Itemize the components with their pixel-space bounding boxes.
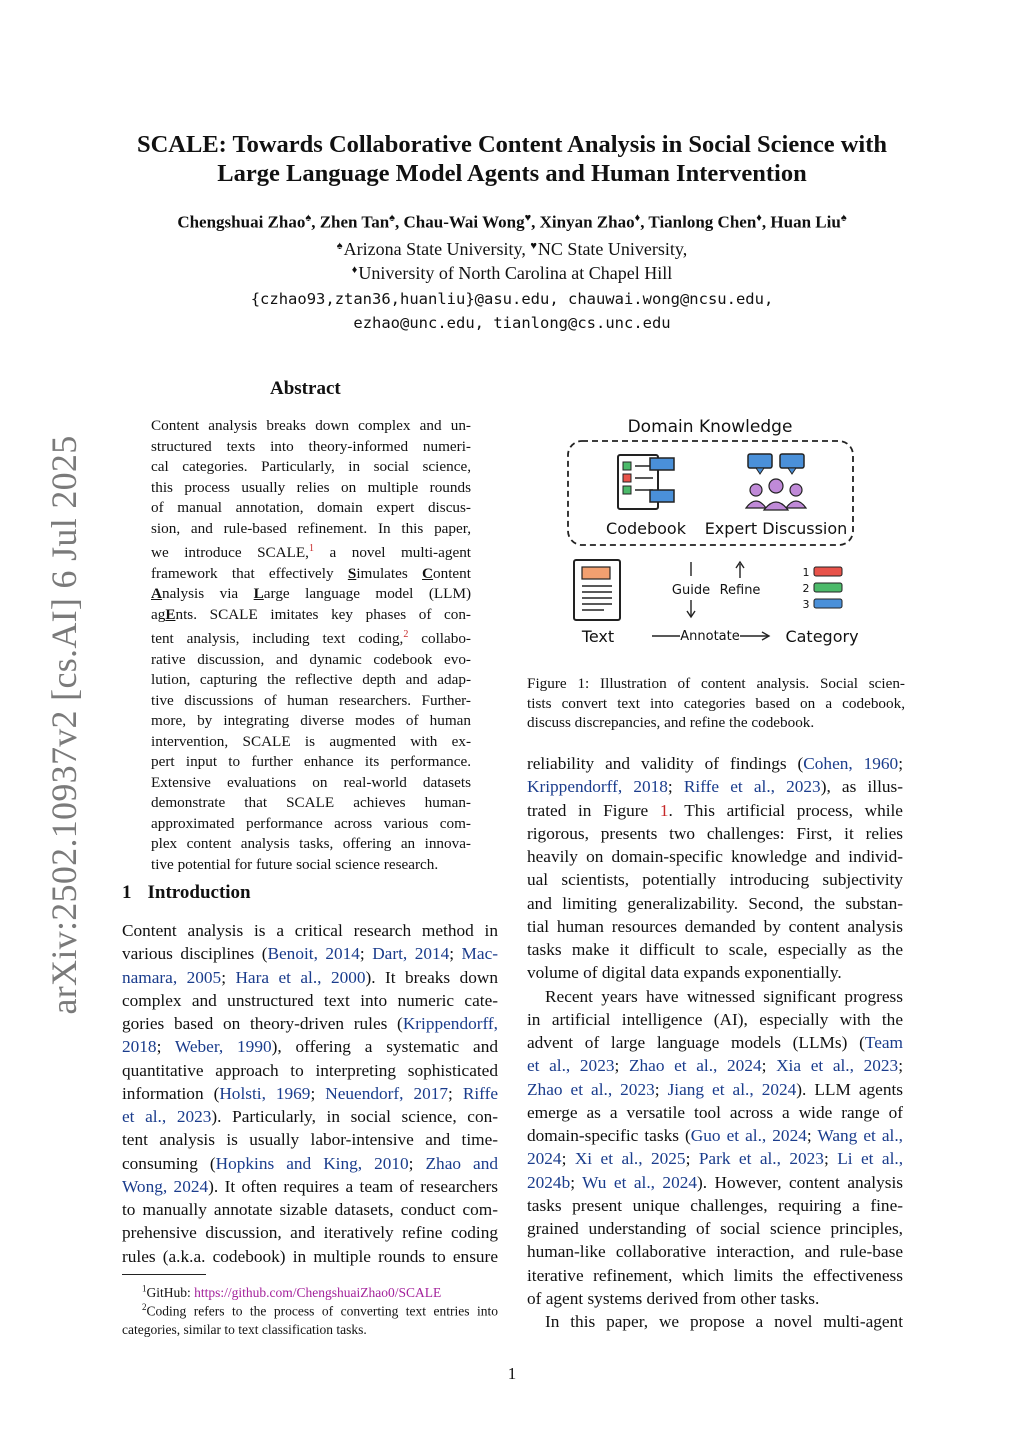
citation-link[interactable]: Mac- — [461, 944, 499, 964]
intro-line: prehensive discussion, and iteratively refine coding — [122, 1223, 498, 1243]
abstract-line: agEnts. SCALE imitates key phases of con- — [151, 605, 471, 623]
intro-line: tent analysis is usually labor-intensive and time- — [122, 1130, 498, 1150]
body-line: iterative refinement, which limits the effectiveness — [527, 1265, 903, 1285]
figure-1-caption — [527, 674, 905, 733]
author-name: Tianlong Chen — [648, 212, 757, 232]
abstract-line: structured texts into theory-informed numeri- — [151, 437, 471, 455]
abstract-line: rative discussion, and dynamic codebook evo- — [151, 650, 471, 668]
body-line: trated in Figure 1. This artificial process, while — [527, 800, 903, 820]
body-line: volume of digital data expands exponentially. — [527, 963, 842, 983]
intro-line: to manually annotate sizable datasets, conduct com- — [122, 1200, 498, 1219]
citation-link[interactable]: Li et al., — [837, 1149, 904, 1169]
caption-line: discuss discrepancies, and refine the codebook. — [527, 714, 815, 731]
citation-link[interactable]: namara, 2005 — [122, 967, 222, 987]
citation-link[interactable]: Weber, 1990 — [174, 1037, 272, 1057]
category-number: 1 — [802, 566, 810, 579]
intro-line: gories based on theory-driven rules (Krippendorff, — [122, 1014, 498, 1033]
body-line: in artificial intelligence (AI), especially with the — [527, 1009, 903, 1029]
intro-line: 2018; Weber, 1990), offering a systematic and — [122, 1037, 498, 1057]
text-label: Text — [581, 627, 615, 646]
expert-discussion-label: Expert Discussion — [704, 519, 848, 538]
heart-mark: ♥ — [530, 240, 537, 252]
citation-link[interactable]: Neuendorf, 2017 — [325, 1083, 449, 1103]
abstract-line: of manual annotation, domain expert discus- — [151, 499, 471, 516]
citation-link[interactable]: Jiang et al., 2024 — [667, 1079, 797, 1099]
body-line: 2024; Xi et al., 2025; Park et al., 2023; Li et al., — [527, 1149, 904, 1169]
author-affiliation-mark: ♥ — [524, 212, 532, 224]
refine-label: Refine — [719, 583, 761, 598]
abstract-line: approximated performance across various com- — [151, 814, 471, 832]
abstract-line: lution, capturing the reflective depth and adap- — [151, 671, 471, 689]
intro-line: information (Holsti, 1969; Neuendorf, 2017; Riffe — [122, 1083, 499, 1103]
abstract-line: pert input to further enhance its performance. — [151, 753, 471, 771]
title-line-2: Large Language Model Agents and Human Intervention — [217, 160, 807, 187]
intro-line: complex and unstructured text into numeric cate- — [122, 990, 498, 1010]
citation-link[interactable]: Benoit, 2014 — [267, 944, 360, 964]
arxiv-identifier: arXiv:2502.10937v2 [cs.AI] 6 Jul 2025 — [44, 435, 84, 1015]
intro-line: rules (a.k.a. codebook) in multiple rounds to ensure — [122, 1246, 498, 1266]
citation-link[interactable]: 2024 — [527, 1149, 562, 1169]
body-line: grained understanding of social science principles, — [527, 1219, 903, 1238]
page-number: 1 — [507, 1364, 517, 1383]
footnote-ref-1[interactable]: 1 — [308, 543, 314, 554]
citation-link[interactable]: Zhao and — [425, 1153, 498, 1173]
abstract-heading: Abstract — [270, 378, 341, 399]
abstract-line: cal categories. Particularly, in social science, — [151, 458, 471, 475]
abstract-line: intervention, SCALE is augmented with ex- — [151, 732, 471, 750]
abstract-body — [151, 416, 471, 875]
caption-line: Figure 1: Illustration of content analysis. Social scien- — [527, 675, 905, 692]
github-link[interactable]: https://github.com/ChengshuaiZhao0/SCALE — [194, 1284, 442, 1300]
intro-line: namara, 2005; Hara et al., 2000). It breaks down — [122, 967, 498, 987]
author-affiliation-mark: ♠ — [305, 212, 312, 224]
citation-link[interactable]: Krippendorff, — [402, 1014, 498, 1033]
category-number: 3 — [802, 598, 810, 611]
domain-knowledge-label: Domain Knowledge — [627, 417, 793, 437]
author-affiliation-mark: ♠ — [389, 212, 396, 224]
citation-link[interactable]: Krippendorff, 2018 — [527, 777, 668, 797]
author-name: Zhen Tan — [319, 212, 390, 232]
abstract-line: tive discussions of human researchers. Further- — [151, 691, 471, 709]
text-document-icon — [574, 560, 620, 620]
email-line-1: {czhao93,ztan36,huanliu}@asu.edu, chauwai.wong@ncsu.edu, — [250, 290, 774, 308]
citation-link[interactable]: Dart, 2014 — [372, 944, 450, 964]
body-line: heavily on domain-specific knowledge and individ- — [527, 847, 903, 866]
spade-mark: ♠ — [336, 240, 343, 252]
body-line: tial human resources demanded by content analysis — [527, 916, 903, 936]
section-number: 1 — [122, 882, 132, 903]
author-affiliation-mark: ♦ — [634, 212, 641, 224]
abstract-line: tive potential for future social science research. — [151, 855, 439, 873]
author-name: Chengshuai Zhao — [177, 212, 306, 232]
affiliation-line-1 — [0, 239, 1024, 260]
body-line: of agent systems derived from other tasks. — [527, 1288, 820, 1308]
introduction-body — [122, 919, 498, 1268]
abstract-line: tent analysis, including text coding,$^2$ collabo- — [151, 629, 471, 648]
citation-link[interactable]: Zhao et al., 2023 — [527, 1079, 655, 1099]
citation-link[interactable]: Holsti, 1969 — [219, 1083, 311, 1103]
abstract-line: framework that effectively Simulates Content — [151, 564, 471, 582]
section-heading-introduction — [122, 882, 251, 904]
citation-link[interactable]: Wong, 2024 — [122, 1176, 209, 1196]
footnote-ref-2[interactable]: 2 — [403, 629, 409, 641]
author-list: Chengshuai Zhao♠, Zhen Tan♠, Chau-Wai Wong♥, Xinyan Zhao♦, Tianlong Chen♦, Huan Liu♠ — [177, 212, 847, 232]
citation-link[interactable]: et al., 2023 — [527, 1056, 615, 1076]
author-name: Xinyan Zhao — [539, 212, 635, 232]
abstract-line: this process usually relies on multiple rounds — [151, 478, 471, 496]
body-line: In this paper, we propose a novel multi-agent — [545, 1312, 903, 1331]
intro-line: Content analysis is a critical research method in — [122, 921, 498, 940]
email-line-2: ezhao@unc.edu, tianlong@cs.unc.edu — [353, 314, 671, 332]
author-name: Chau-Wai Wong — [403, 212, 525, 232]
citation-link[interactable]: Xia et al., 2023 — [776, 1056, 899, 1076]
citation-link[interactable]: Guo et al., 2024 — [690, 1126, 807, 1145]
body-line: Recent years have witnessed significant progress — [545, 986, 903, 1006]
caption-line: tists convert text into categories based on a codebook, — [527, 694, 905, 712]
expert-discussion-icon — [746, 454, 806, 510]
body-line: tasks present unique challenges, requiring a fine- — [527, 1195, 903, 1215]
codebook-label: Codebook — [606, 519, 686, 538]
body-line: et al., 2023; Zhao et al., 2024; Xia et al., 2023; — [527, 1056, 903, 1076]
intro-line: et al., 2023). Particularly, in social science, con- — [122, 1107, 498, 1126]
section-title: Introduction — [147, 882, 251, 903]
body-line: and limiting generalizability. Second, the substan- — [527, 893, 903, 913]
citation-link[interactable]: 2024b — [527, 1172, 571, 1192]
annotate-label: Annotate — [680, 629, 740, 644]
abstract-line: Analysis via Large language model (LLM) — [151, 585, 472, 603]
affiliation-asu: Arizona State University, — [343, 239, 526, 259]
body-line: ual scientists, potentially introducing subjectivity — [527, 870, 903, 890]
category-number: 2 — [802, 582, 810, 595]
author-affiliation-mark: ♠ — [840, 212, 847, 224]
citation-link[interactable]: Hara et al., 2000 — [235, 967, 366, 987]
body-line: Krippendorff, 2018; Riffe et al., 2023), as illus- — [527, 777, 903, 797]
abstract-line: sion, and rule-based refinement. In this paper, — [151, 519, 471, 537]
citation-link[interactable]: Zhao et al., 2024 — [628, 1056, 762, 1076]
body-line: advent of large language models (LLMs) (Team — [527, 1033, 903, 1052]
citation-link[interactable]: Riffe et al., 2023 — [683, 777, 821, 797]
citation-link[interactable]: Cohen, 1960 — [803, 754, 899, 773]
paper-title — [0, 130, 1024, 188]
footnote-2: $^2$Coding refers to the process of converting text entries into categories, similar to text classification tasks. — [122, 1302, 498, 1337]
citation-link[interactable]: et al., 2023 — [122, 1107, 212, 1126]
citation-link[interactable]: Team — [864, 1033, 903, 1052]
abstract-line: we introduce SCALE,$^1$ a novel multi-agent — [151, 543, 472, 562]
codebook-icon — [618, 455, 674, 509]
intro-line: quantitative approach to interpreting sophisticated — [122, 1060, 498, 1080]
intro-line: consuming (Hopkins and King, 2010; Zhao and — [122, 1153, 498, 1173]
body-line: human-like collaborative interaction, and rule-base — [527, 1242, 903, 1262]
body-line: domain-specific tasks (Guo et al., 2024; Wang et al., — [527, 1126, 904, 1145]
author-affiliation-mark: ♦ — [756, 212, 762, 224]
citation-link[interactable]: Park et al., 2023 — [698, 1149, 824, 1169]
right-column-body — [527, 752, 903, 1333]
category-label: Category — [785, 627, 859, 646]
intro-line: Wong, 2024). It often requires a team of researchers — [122, 1176, 498, 1196]
citation-link[interactable]: Xi et al., 2025 — [574, 1149, 686, 1169]
figure-1-diagram — [560, 408, 870, 658]
guide-label: Guide — [671, 583, 711, 598]
footnote-rule — [122, 1274, 206, 1275]
abstract-line: plex content analysis tasks, offering an innova- — [151, 835, 471, 853]
abstract-line: demonstrate that SCALE achieves human- — [151, 794, 471, 812]
abstract-line: Content analysis breaks down complex and un- — [151, 417, 471, 434]
citation-link[interactable]: Wu et al., 2024 — [582, 1172, 697, 1192]
author-name: Huan Liu — [770, 212, 841, 232]
citation-link[interactable]: Hopkins and King, 2010 — [215, 1153, 409, 1173]
affiliation-ncsu: NC State University, — [537, 239, 688, 259]
citation-link[interactable]: Riffe — [462, 1083, 499, 1103]
citation-link[interactable]: Wang et al., — [817, 1126, 904, 1145]
diamond-mark: ♦ — [351, 264, 358, 276]
body-line: tasks make it difficult to scale, especially as the — [527, 940, 903, 959]
body-line: 2024b; Wu et al., 2024). However, content analysis — [527, 1172, 903, 1192]
intro-line: various disciplines (Benoit, 2014; Dart, 2014; Mac- — [122, 944, 499, 964]
body-line: rigorous, presents two challenges: First, it relies — [527, 823, 903, 843]
abstract-line: Extensive evaluations on real-world datasets — [151, 773, 471, 791]
body-line: reliability and validity of findings (Cohen, 1960; — [527, 754, 903, 773]
figure-ref-link[interactable]: 1 — [659, 800, 669, 820]
affiliation-unc: University of North Carolina at Chapel Hill — [358, 263, 673, 283]
title-line-1: SCALE: Towards Collaborative Content Analysis in Social Science with — [136, 131, 888, 158]
footnote-1: $^1$GitHub: https://github.com/ChengshuaiZhao0/SCALE — [142, 1283, 442, 1300]
citation-link[interactable]: 2018 — [122, 1037, 157, 1057]
body-line: Zhao et al., 2023; Jiang et al., 2024). LLM agents — [527, 1079, 904, 1099]
abstract-line: more, by integrating diverse modes of human — [151, 712, 471, 730]
body-line: emerge as a versatile tool across a wide range of — [527, 1102, 903, 1122]
affiliation-line-2 — [0, 263, 1024, 284]
category-icon — [803, 566, 843, 611]
